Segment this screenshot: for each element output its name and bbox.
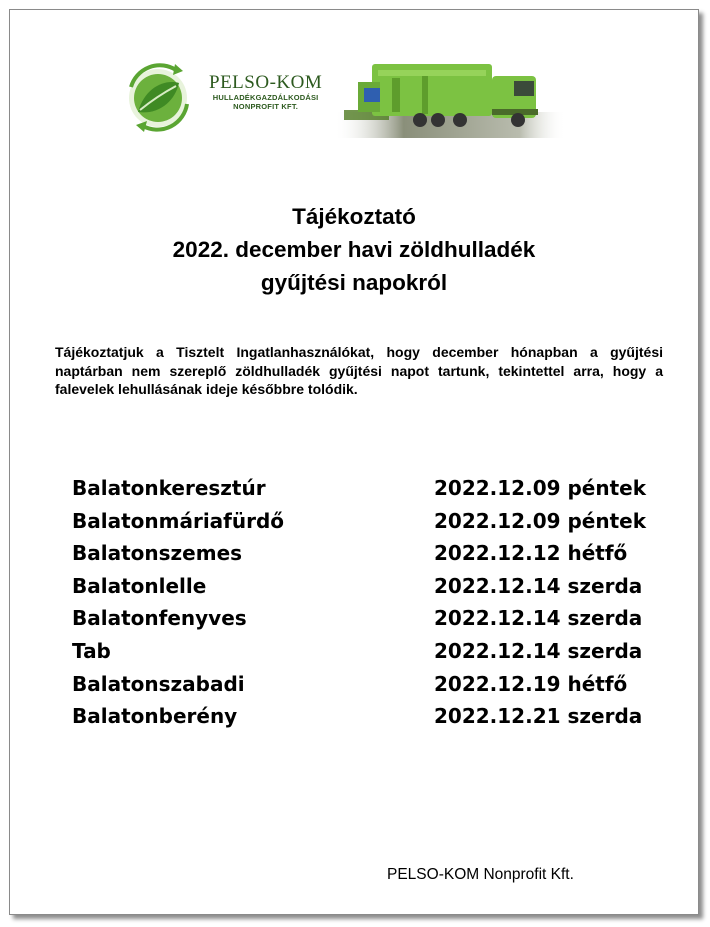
place-name: Balatonmáriafürdő [72,508,285,533]
collection-schedule [72,472,672,733]
document-page [9,9,699,915]
schedule-row [72,537,672,570]
footer-signature: PELSO-KOM Nonprofit Kft. [387,866,574,883]
intro-paragraph: Tájékoztatjuk a Tisztelt Ingatlanhasználókat, hogy december hónapban a gyűjtési naptárban nem szereplő zöldhulladék gyűjtési napot tartunk, tekintettel arra, hogy a falevelek lehullásának ideje későbbre tolódik. [55,344,663,397]
collection-date: 2022.12.19 hétfő [434,671,628,696]
schedule-row [72,602,672,635]
schedule-row [72,635,672,668]
leaf-recycle-icon [121,57,201,137]
collection-date: 2022.12.09 péntek [434,508,647,533]
collection-date: 2022.12.21 szerda [434,704,643,729]
logo-text [209,73,322,111]
collection-date: 2022.12.14 szerda [434,638,643,663]
place-name: Balatonszemes [72,541,243,566]
garbage-truck-image [334,54,566,138]
schedule-row [72,700,672,733]
title-line-2: 2022. december havi zöldhulladék [172,237,536,262]
place-name: Balatonfenyves [72,606,247,631]
brand-subtitle-line1: HULLADÉKGAZDÁLKODÁSI [212,93,319,102]
place-name: Balatonberény [72,704,238,729]
collection-date: 2022.12.09 péntek [434,476,647,500]
brand-subtitle-line2: NONPROFIT KFT. [233,102,299,111]
schedule-row [72,505,672,538]
place-name: Tab [72,638,111,663]
schedule-row [72,472,672,505]
collection-date: 2022.12.14 szerda [434,573,643,598]
place-name: Balatonszabadi [72,671,245,696]
schedule-row [72,668,672,701]
collection-date: 2022.12.14 szerda [434,606,643,631]
title-line-1: Tájékoztató [292,204,416,229]
brand-name: PELSO-KOM [209,72,323,93]
schedule-row [72,570,672,603]
title-line-3: gyűjtési napokról [260,270,448,295]
collection-date: 2022.12.12 hétfő [434,541,628,566]
place-name: Balatonlelle [72,573,207,598]
place-name: Balatonkeresztúr [72,476,266,500]
pelso-kom-logo [121,57,341,137]
